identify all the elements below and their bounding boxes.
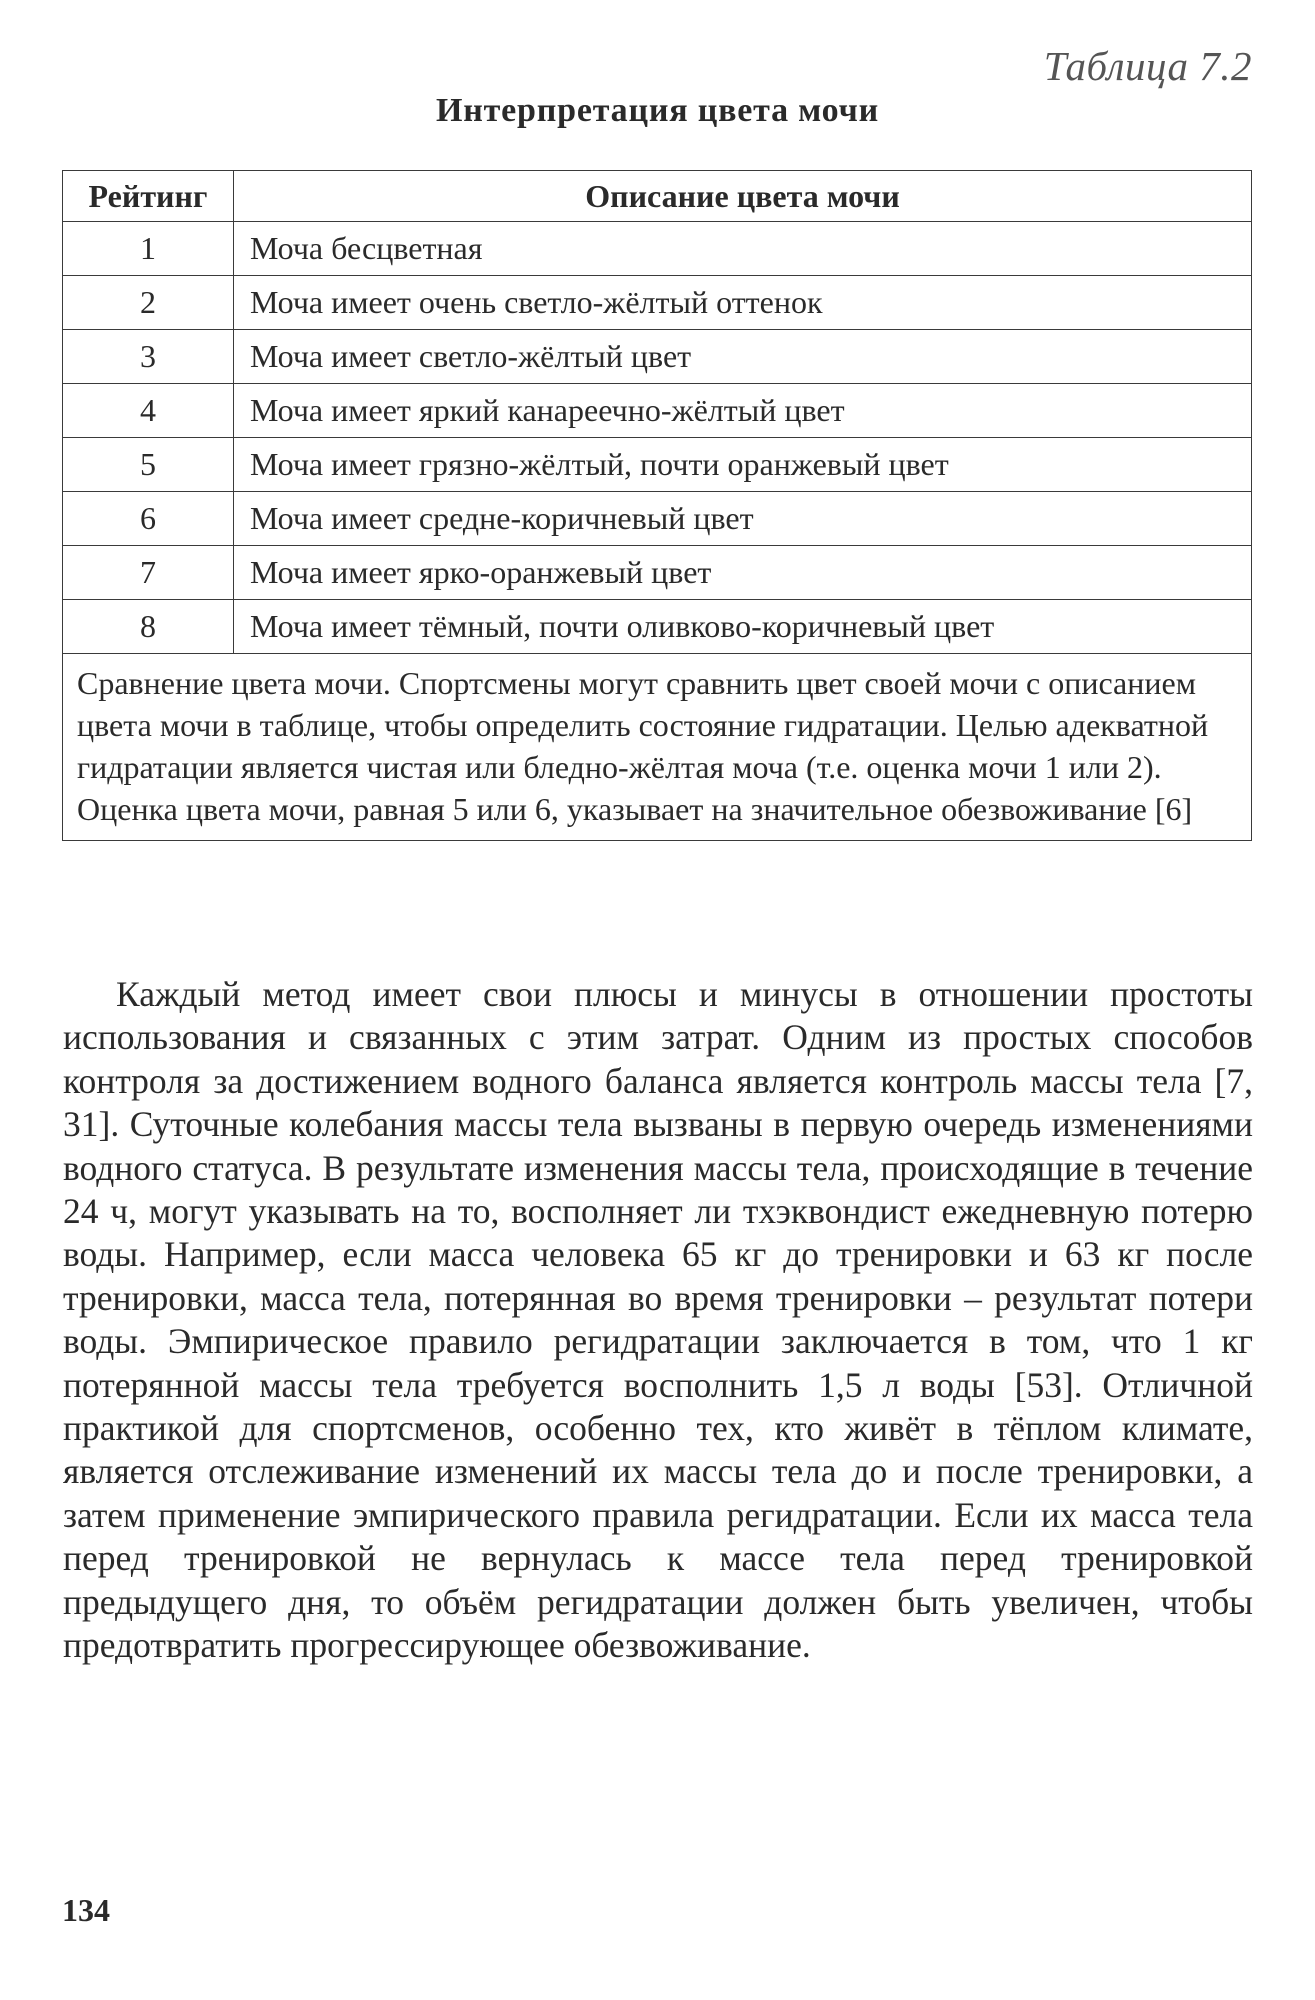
row-rating: 2 — [63, 276, 234, 330]
page-number: 134 — [62, 1892, 110, 1928]
row-rating: 3 — [63, 330, 234, 384]
row-description: Моча имеет тёмный, почти оливково-коричневый цвет — [234, 600, 1252, 654]
row-rating: 6 — [63, 492, 234, 546]
row-description: Моча имеет средне-коричневый цвет — [234, 492, 1252, 546]
row-description: Моча имеет грязно-жёлтый, почти оранжевый цвет — [234, 438, 1252, 492]
table-row — [63, 492, 1252, 546]
table-number-label: Таблица 7.2 — [1043, 43, 1252, 89]
table-row — [63, 600, 1252, 654]
table-row — [63, 330, 1252, 384]
row-rating: 4 — [63, 384, 234, 438]
row-rating: 5 — [63, 438, 234, 492]
row-description: Моча имеет очень светло-жёлтый оттенок — [234, 276, 1252, 330]
table-title: Интерпретация цвета мочи — [436, 92, 879, 129]
table-row — [63, 276, 1252, 330]
table-note-row — [63, 654, 1252, 841]
row-rating: 8 — [63, 600, 234, 654]
table-row — [63, 222, 1252, 276]
urine-color-table — [62, 170, 1252, 841]
row-description: Моча имеет светло-жёлтый цвет — [234, 330, 1252, 384]
row-description: Моча бесцветная — [234, 222, 1252, 276]
header-rating: Рейтинг — [63, 171, 234, 222]
header-description: Описание цвета мочи — [234, 171, 1252, 222]
table-row — [63, 384, 1252, 438]
row-rating: 7 — [63, 546, 234, 600]
body-paragraph: Каждый метод имеет свои плюсы и минусы в отношении простоты использования и связанных с этим затрат. Одним из простых способов контроля за достижением водного баланса является контроль массы тела [7, 31]. Суточные колебания массы тела вызваны в первую очередь изменениями водного статуса. В результате изменения массы тела, происходящие в течение 24 ч, могут указывать на то, восполняет ли тхэквондист ежедневную потерю воды. Например, если масса человека 65 кг до тренировки и 63 кг после тренировки, масса тела, потерянная во время тренировки – результат потери воды. Эмпирическое правило регидратации заключается в том, что 1 кг потерянной массы тела требуется восполнить 1,5 л воды [53]. Отличной практикой для спортсменов, особенно тех, кто живёт в тёплом климате, является отслеживание изменений их массы тела до и после тренировки, а затем применение эмпирического правила регидратации. Если их масса тела перед тренировкой не вернулась к массе тела перед тренировкой предыдущего дня, то объём регидратации должен быть увеличен, чтобы предотвратить прогрессирующее обезвоживание. — [63, 974, 1253, 1666]
table-note: Сравнение цвета мочи. Спортсмены могут сравнить цвет своей мочи с описанием цвета мочи в таблице, чтобы определить состояние гидратации. Целью адекватной гидратации является чистая или бледно-жёлтая моча (т.е. оценка мочи 1 или 2). Оценка цвета мочи, равная 5 или 6, указывает на значительное обезвоживание [6] — [63, 654, 1252, 841]
row-description: Моча имеет яркий канареечно-жёлтый цвет — [234, 384, 1252, 438]
table-header-row — [63, 171, 1252, 222]
table-row — [63, 438, 1252, 492]
table-row — [63, 546, 1252, 600]
row-description: Моча имеет ярко-оранжевый цвет — [234, 546, 1252, 600]
row-rating: 1 — [63, 222, 234, 276]
